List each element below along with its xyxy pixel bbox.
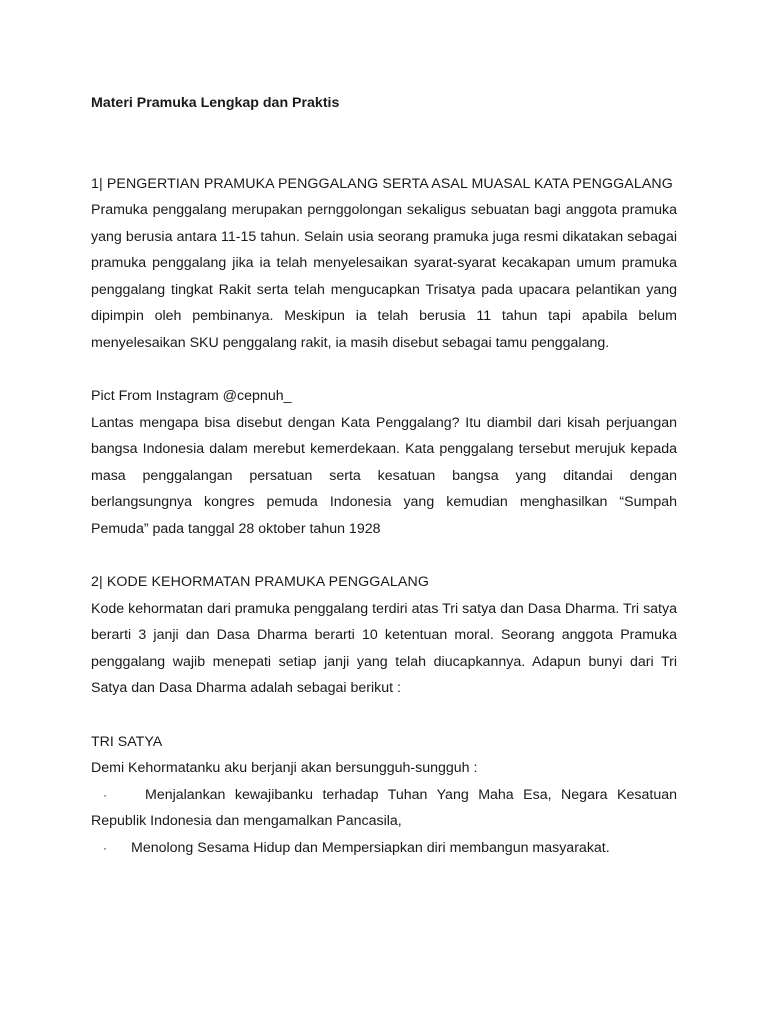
bullet-icon: · (103, 787, 107, 802)
image-credit: Pict From Instagram @cepnuh_ (91, 388, 292, 404)
section-1-paragraph-2: Lantas mengapa bisa disebut dengan Kata Penggalang? Itu diambil dari kisah perjuangan bangsa Indonesia dalam merebut kemerdekaan. Kata penggalang tersebut merujuk kepada masa penggalangan persatuan serta kesatuan bangsa yang ditandai dengan berlangsungnya kongres pemuda Indonesia yang kemudian menghasilkan “Sumpah Pemuda” pada tanggal 28 oktober tahun 1928 (91, 414, 677, 537)
tri-satya-item-text: Menolong Sesama Hidup dan Mempersiapkan diri membangun masyarakat. (131, 839, 610, 856)
section-1-paragraph: Pramuka penggalang merupakan pernggolongan sekaligus sebuatan bagi anggota pramuka yang berusia antara 11-15 tahun. Selain usia seorang pramuka juga resmi dikatakan sebagai pramuka penggalang jika ia telah menyelesaikan syarat-syarat kecakapan umum pramuka penggalang tingkat Rakit serta telah mengucapkan Trisatya pada upacara pelantikan yang dipimpin oleh pembinanya. Meskipun ia telah berusia 11 tahun tapi apabila belum menyelesaikan SKU penggalang rakit, ia masih disebut sebagai tamu penggalang. (91, 202, 677, 351)
tri-satya-heading: TRI SATYA (91, 733, 163, 750)
tri-satya-item-text: Menjalankan kewajibanku terhadap Tuhan Yang Maha Esa, Negara Kesatuan Republik Indonesia dan mengamalkan Pancasila, (91, 786, 677, 829)
tri-satya-item (91, 835, 677, 862)
spacer (91, 542, 677, 569)
tri-satya-intro: Demi Kehormatanku aku berjanji akan bersungguh-sungguh : (91, 760, 478, 776)
section-2-paragraph: Kode kehormatan dari pramuka penggalang terdiri atas Tri satya dan Dasa Dharma. Tri satya berarti 3 janji dan Dasa Dharma berarti 10 ketentuan moral. Seorang anggota Pramuka penggalang wajib menepati setiap janji yang telah diucapkannya. Adapun bunyi dari Tri Satya dan Dasa Dharma adalah sebagai berikut : (91, 600, 677, 696)
spacer (91, 702, 677, 729)
section-1-heading: 1| PENGERTIAN PRAMUKA PENGGALANG SERTA ASAL MUASAL KATA PENGGALANG (91, 175, 673, 192)
document-page (91, 90, 677, 861)
section-2-heading: 2| KODE KEHORMATAN PRAMUKA PENGGALANG (91, 574, 429, 590)
bullet-icon: · (103, 840, 107, 855)
document-title: Materi Pramuka Lengkap dan Praktis (91, 95, 340, 111)
tri-satya-item (91, 782, 677, 835)
spacer (91, 356, 677, 383)
